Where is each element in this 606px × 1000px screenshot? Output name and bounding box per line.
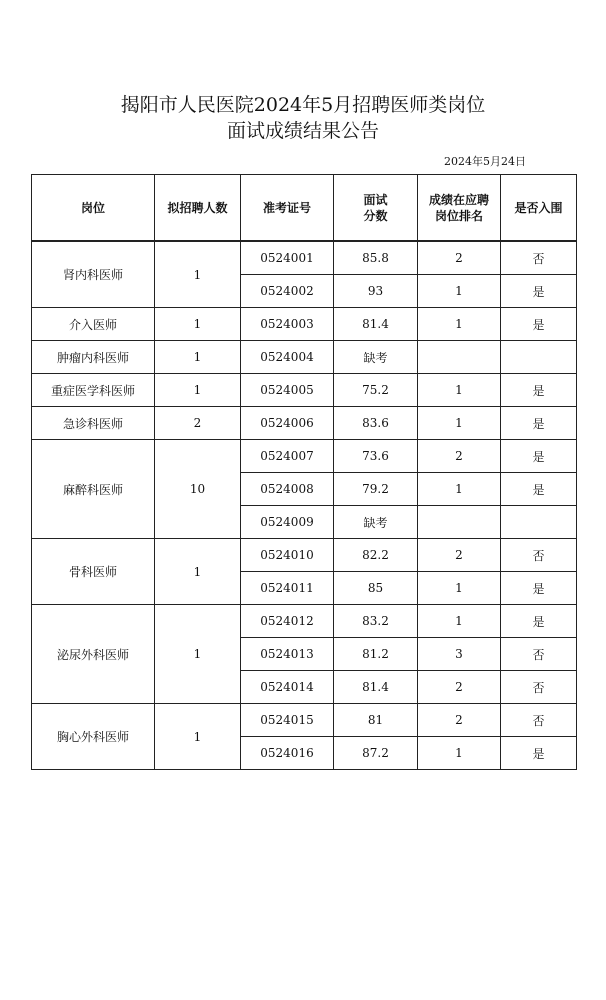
- cell-position: 肿瘤内科医师: [32, 341, 155, 374]
- cell-qualified: [501, 506, 577, 539]
- cell-score: 81.4: [334, 671, 418, 704]
- cell-qualified: 是: [501, 308, 577, 341]
- cell-ticket: 0524002: [241, 275, 334, 308]
- cell-score: 81.2: [334, 638, 418, 671]
- cell-ticket: 0524004: [241, 341, 334, 374]
- cell-score: 85: [334, 572, 418, 605]
- cell-ticket: 0524011: [241, 572, 334, 605]
- header-ticket: 准考证号: [241, 175, 334, 242]
- cell-qualified: 是: [501, 473, 577, 506]
- table-row: [32, 308, 577, 341]
- cell-position: 泌尿外科医师: [32, 605, 155, 704]
- cell-score: 75.2: [334, 374, 418, 407]
- cell-rank: 2: [418, 539, 501, 572]
- cell-rank: 2: [418, 440, 501, 473]
- cell-score: 79.2: [334, 473, 418, 506]
- cell-qualified: [501, 341, 577, 374]
- cell-rank: 1: [418, 473, 501, 506]
- cell-qualified: 否: [501, 671, 577, 704]
- header-qualified: 是否入围: [501, 175, 577, 242]
- announcement-date: 2024年5月24日: [444, 155, 526, 168]
- cell-score: 73.6: [334, 440, 418, 473]
- header-position: 岗位: [32, 175, 155, 242]
- cell-rank: 3: [418, 638, 501, 671]
- cell-score: 93: [334, 275, 418, 308]
- cell-quota: 1: [155, 241, 241, 308]
- cell-rank: [418, 341, 501, 374]
- cell-rank: 2: [418, 241, 501, 275]
- cell-qualified: 是: [501, 407, 577, 440]
- cell-quota: 1: [155, 374, 241, 407]
- cell-position: 急诊科医师: [32, 407, 155, 440]
- table-body: [32, 241, 577, 770]
- cell-quota: 1: [155, 539, 241, 605]
- cell-ticket: 0524007: [241, 440, 334, 473]
- cell-qualified: 否: [501, 704, 577, 737]
- cell-position: 麻醉科医师: [32, 440, 155, 539]
- table-row: [32, 341, 577, 374]
- cell-ticket: 0524016: [241, 737, 334, 770]
- cell-rank: 1: [418, 605, 501, 638]
- cell-ticket: 0524003: [241, 308, 334, 341]
- cell-ticket: 0524010: [241, 539, 334, 572]
- cell-score: 缺考: [334, 341, 418, 374]
- header-rank: 成绩在应聘 岗位排名: [418, 175, 501, 242]
- cell-qualified: 是: [501, 605, 577, 638]
- cell-quota: 1: [155, 308, 241, 341]
- cell-ticket: 0524014: [241, 671, 334, 704]
- cell-qualified: 否: [501, 539, 577, 572]
- cell-qualified: 否: [501, 638, 577, 671]
- cell-qualified: 是: [501, 440, 577, 473]
- table-row: [32, 407, 577, 440]
- cell-score: 81.4: [334, 308, 418, 341]
- cell-rank: 1: [418, 275, 501, 308]
- cell-qualified: 是: [501, 374, 577, 407]
- cell-quota: 2: [155, 407, 241, 440]
- cell-rank: 1: [418, 407, 501, 440]
- cell-ticket: 0524001: [241, 241, 334, 275]
- cell-quota: 1: [155, 605, 241, 704]
- results-table: [31, 174, 577, 770]
- cell-rank: 1: [418, 374, 501, 407]
- table-row: [32, 241, 577, 275]
- table-row: [32, 539, 577, 572]
- cell-score: 87.2: [334, 737, 418, 770]
- cell-qualified: 是: [501, 737, 577, 770]
- table-header: [32, 175, 577, 242]
- header-row: [32, 175, 577, 242]
- header-score: 面试 分数: [334, 175, 418, 242]
- cell-ticket: 0524006: [241, 407, 334, 440]
- cell-score: 83.6: [334, 407, 418, 440]
- cell-position: 胸心外科医师: [32, 704, 155, 770]
- table-row: [32, 704, 577, 737]
- cell-score: 81: [334, 704, 418, 737]
- cell-rank: 2: [418, 704, 501, 737]
- cell-position: 介入医师: [32, 308, 155, 341]
- cell-rank: 1: [418, 572, 501, 605]
- page-title: 揭阳市人民医院2024年5月招聘医师类岗位: [120, 94, 486, 116]
- cell-score: 缺考: [334, 506, 418, 539]
- cell-rank: 2: [418, 671, 501, 704]
- cell-score: 85.8: [334, 241, 418, 275]
- cell-qualified: 否: [501, 241, 577, 275]
- cell-rank: [418, 506, 501, 539]
- table-row: [32, 374, 577, 407]
- page-subtitle: 面试成绩结果公告: [226, 120, 379, 142]
- cell-score: 83.2: [334, 605, 418, 638]
- cell-quota: 1: [155, 704, 241, 770]
- cell-position: 骨科医师: [32, 539, 155, 605]
- cell-position: 肾内科医师: [32, 241, 155, 308]
- cell-rank: 1: [418, 737, 501, 770]
- cell-score: 82.2: [334, 539, 418, 572]
- cell-ticket: 0524005: [241, 374, 334, 407]
- cell-ticket: 0524015: [241, 704, 334, 737]
- cell-ticket: 0524008: [241, 473, 334, 506]
- cell-quota: 1: [155, 341, 241, 374]
- header-quota: 拟招聘人数: [155, 175, 241, 242]
- cell-ticket: 0524009: [241, 506, 334, 539]
- table-row: [32, 440, 577, 473]
- cell-ticket: 0524013: [241, 638, 334, 671]
- cell-rank: 1: [418, 308, 501, 341]
- cell-quota: 10: [155, 440, 241, 539]
- cell-qualified: 是: [501, 275, 577, 308]
- cell-ticket: 0524012: [241, 605, 334, 638]
- cell-position: 重症医学科医师: [32, 374, 155, 407]
- cell-qualified: 是: [501, 572, 577, 605]
- table-row: [32, 605, 577, 638]
